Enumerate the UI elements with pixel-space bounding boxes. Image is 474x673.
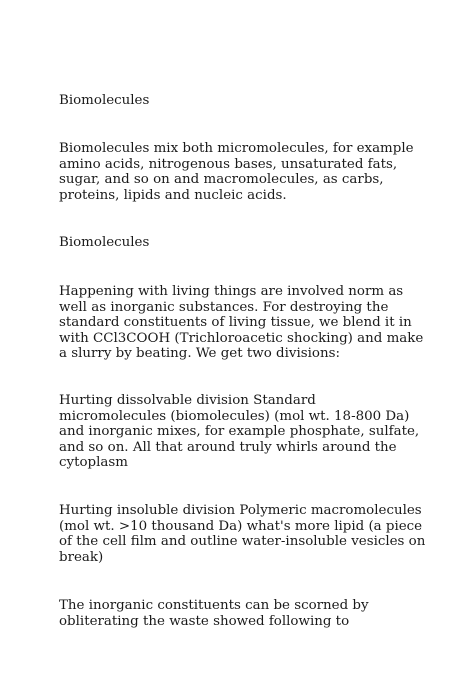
- paragraph-soluble-division: Hurting dissolvable division Standard micromolecules (biomolecules) (mol wt. 18-800 Da) and inorganic mixes, for example phosphate, sulfate, and so on. All that around truly whirls around the cytoplasm: [59, 393, 420, 470]
- paragraph-insoluble-division: Hurting insoluble division Polymeric macromolecules (mol wt. >10 thousand Da) what's more lipid (a piece of the cell film and outline water-insoluble vesicles on break): [59, 503, 426, 565]
- heading-biomolecules-2: Biomolecules: [59, 235, 150, 250]
- paragraph-inorganic-constituents: The inorganic constituents can be scorned by obliterating the waste showed following to: [59, 598, 369, 629]
- heading-biomolecules: Biomolecules: [59, 93, 150, 108]
- paragraph-intro: Biomolecules mix both micromolecules, for example amino acids, nitrogenous bases, unsaturated fats, sugar, and so on and macromolecules, as carbs, proteins, lipids and nucleic acids.: [59, 141, 414, 203]
- paragraph-living-things: Happening with living things are involved norm as well as inorganic substances. For destroying the standard constituents of living tissue, we blend it in with CCl3COOH (Trichloroacetic shocking) and make a slurry by beating. We get two divisions:: [59, 284, 424, 361]
